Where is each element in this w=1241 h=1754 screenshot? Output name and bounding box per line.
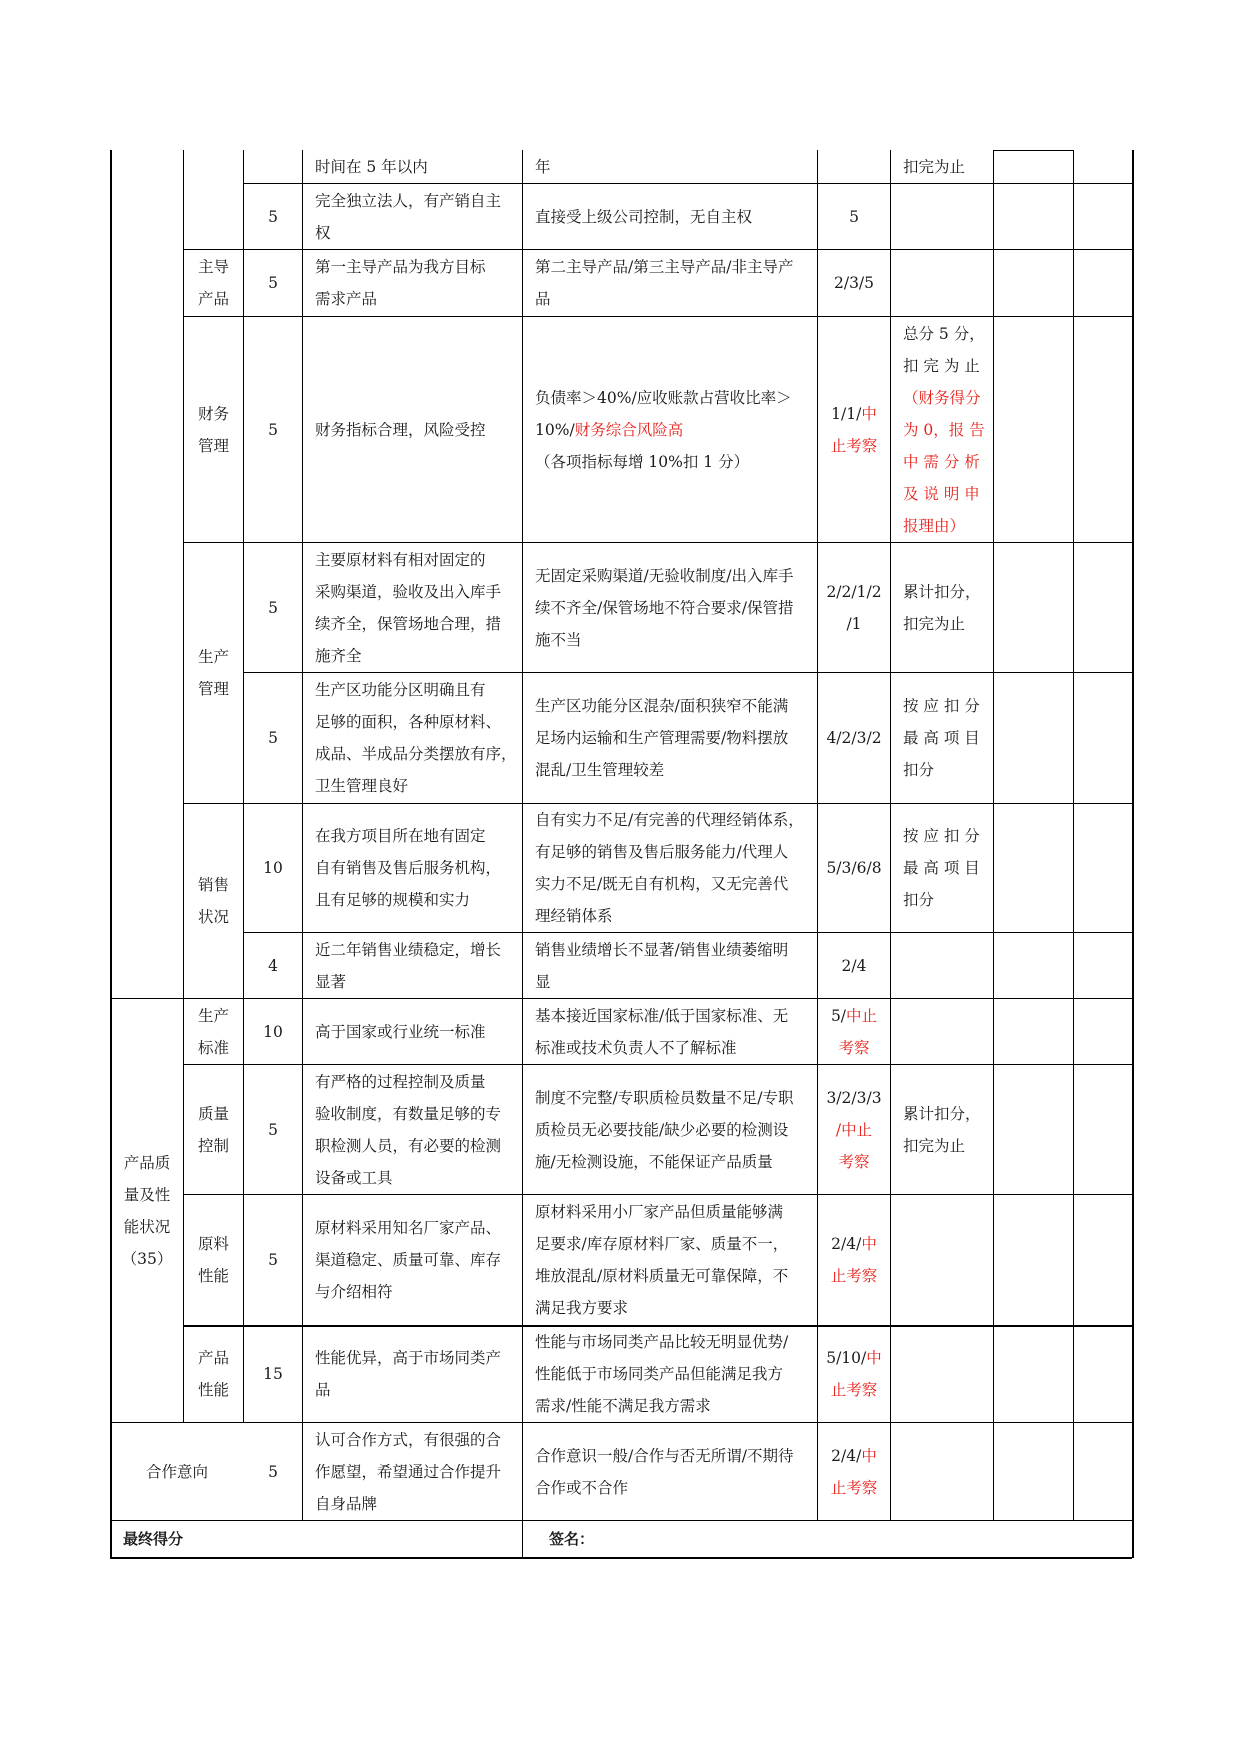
points-cell xyxy=(818,250,890,316)
text-line: 第二主导产品/第三主导产品/非主导产 xyxy=(535,258,794,276)
text-line: 续不齐全/保管场地不符合要求/保管措 xyxy=(535,598,794,617)
item-cell-production-standard xyxy=(184,999,243,1064)
text-line: 续齐全，保管场地合理，措 xyxy=(315,614,502,633)
text-line: 性能低于市场同类产品但能满足我方 xyxy=(535,1365,784,1383)
score-cell xyxy=(244,250,302,316)
text-line: 需求产品 xyxy=(315,290,378,308)
col-divider-result xyxy=(1073,150,1074,1520)
text-line: 最 高 项 目 xyxy=(903,729,980,747)
points-value: 5 xyxy=(849,207,859,226)
points-value: 2/2/1/2 xyxy=(826,582,882,601)
standard-cell xyxy=(303,543,522,672)
text-line: 显 xyxy=(535,972,551,991)
text-line: 性能 xyxy=(197,1381,229,1399)
col-divider-note xyxy=(993,150,994,1520)
item-cell-main-product xyxy=(184,250,243,316)
deduction-red-text: 财务综合风险高 xyxy=(574,420,684,439)
text-line: 累计扣分， xyxy=(903,1104,981,1123)
text-line: 总分 5 分， xyxy=(903,324,985,343)
score-value: 10 xyxy=(263,859,283,877)
text-line: 主导 xyxy=(197,258,229,276)
deduction-cell xyxy=(523,804,817,932)
points-cell xyxy=(818,673,890,803)
deduction-cell xyxy=(523,1195,817,1325)
text-line: 自有销售及售后服务机构， xyxy=(315,859,502,877)
text-line: 扣完为止 xyxy=(903,157,966,176)
text-line: 采购渠道，验收及出入库手 xyxy=(315,582,502,601)
text-line-with-red xyxy=(535,414,683,446)
text-line: 扣 完 为 止 xyxy=(903,356,980,375)
points-red-line: 考察 xyxy=(838,1152,870,1171)
standard-cell xyxy=(303,250,522,316)
table-border-bottom xyxy=(110,1557,1132,1559)
text-line: 与介绍相符 xyxy=(315,1283,393,1301)
points-red-line: 止考察 xyxy=(830,1478,878,1497)
points-line: 5/10/中 xyxy=(826,1349,882,1367)
points-line: 5/中止 xyxy=(830,1006,878,1025)
text-line: 性能优异，高于市场同类产 xyxy=(315,1349,502,1367)
points-value: 3/2/3/3 xyxy=(826,1088,882,1107)
text-line-red: 报理由） xyxy=(903,516,966,535)
points-red-line: 止考察 xyxy=(830,1381,878,1399)
score-cell xyxy=(244,673,302,803)
score-value: 15 xyxy=(263,1365,283,1383)
text-line: 年 xyxy=(535,157,551,176)
points-cell xyxy=(818,999,890,1064)
score-value: 4 xyxy=(268,956,278,975)
score-value: 5 xyxy=(268,1251,278,1269)
score-cell xyxy=(244,1195,302,1325)
score-cell xyxy=(244,1326,302,1422)
points-cell xyxy=(818,543,890,672)
deduction-cell xyxy=(523,999,817,1064)
text-line: 原料 xyxy=(197,1235,229,1253)
text-line: 控制 xyxy=(197,1136,229,1155)
text-line: 制度不完整/专职质检员数量不足/专职 xyxy=(535,1088,794,1107)
text-line: 第一主导产品为我方目标 xyxy=(315,258,486,276)
standard-cell xyxy=(303,933,522,998)
points-value: /1 xyxy=(846,614,862,633)
points-cell xyxy=(818,317,890,542)
text-line: 认可合作方式，有很强的合 xyxy=(315,1430,502,1449)
standard-cell xyxy=(303,1195,522,1325)
text-line: 生产 xyxy=(197,1006,229,1025)
score-cell xyxy=(244,184,302,249)
points-red-text: 中止 xyxy=(846,1006,878,1025)
deduction-cell xyxy=(523,933,817,998)
text-line: 管理 xyxy=(197,680,229,698)
text-line: 职检测人员，有必要的检测 xyxy=(315,1136,502,1155)
text-line: 质量 xyxy=(197,1104,229,1123)
score-value: 5 xyxy=(268,274,278,292)
text-line: 无固定采购渠道/无验收制度/出入库手 xyxy=(535,566,794,585)
text-line: 合作意向 xyxy=(145,1462,208,1481)
text-line: （35） xyxy=(121,1249,173,1268)
item-cell-product-performance xyxy=(184,1326,243,1422)
text-line: 理经销体系 xyxy=(535,907,613,925)
deduction-cell xyxy=(523,317,817,542)
points-red-text: 中 xyxy=(861,1446,877,1465)
score-cell xyxy=(244,804,302,932)
text-line: 自有实力不足/有完善的代理经销体系， xyxy=(535,811,804,829)
item-cell-quality-control xyxy=(184,1065,243,1194)
text-line: 扣分 xyxy=(903,891,935,909)
points-line: 2/4/中 xyxy=(831,1446,877,1465)
deduction-cell xyxy=(523,673,817,803)
text-line: 成品、半成品分类摆放有序， xyxy=(315,745,517,763)
text-line: 权 xyxy=(315,223,331,242)
score-cell xyxy=(244,1065,302,1194)
note-cell xyxy=(891,543,993,672)
note-cell xyxy=(891,317,993,542)
note-cell xyxy=(891,673,993,803)
text-line: 扣完为止 xyxy=(903,614,966,633)
text-line: 生产区功能分区混杂/面积狭窄不能满 xyxy=(535,697,789,715)
text-line: 性能 xyxy=(197,1267,229,1285)
text-line: 足场内运输和生产管理需要/物料摆放 xyxy=(535,729,789,747)
text-line: 显著 xyxy=(315,972,347,991)
text-line: 验收制度，有数量足够的专 xyxy=(315,1104,502,1123)
text-line: 直接受上级公司控制，无自主权 xyxy=(535,207,753,226)
text-line: 自身品牌 xyxy=(315,1494,378,1513)
standard-cell xyxy=(303,1326,522,1422)
points-cell xyxy=(818,184,890,249)
text-line-red: 中 需 分 析 xyxy=(903,452,980,471)
deduction-cell xyxy=(523,1423,817,1520)
note-cell xyxy=(891,804,993,932)
text-line: 扣分 xyxy=(903,761,935,779)
text-line: 施不当 xyxy=(535,630,582,649)
text-line: 能状况 xyxy=(123,1217,171,1236)
points-red-text: 中 xyxy=(861,404,877,423)
points-red-line: 考察 xyxy=(838,1038,870,1057)
text-line: 负债率＞40%/应收账款占营收比率＞ xyxy=(535,388,792,407)
score-cell xyxy=(244,1423,302,1520)
text-line: 销售 xyxy=(197,876,229,894)
text-line: 产品 xyxy=(197,290,229,308)
points-line: 2/4/中 xyxy=(831,1235,877,1253)
points-red-line: 止考察 xyxy=(830,1267,878,1285)
text-line: 在我方项目所在地有固定 xyxy=(315,827,486,845)
text-line: 有严格的过程控制及质量 xyxy=(315,1072,486,1091)
points-value: 5/3/6/8 xyxy=(826,859,882,877)
text-line-red: 及 说 明 申 xyxy=(903,484,980,503)
text-line: 主要原材料有相对固定的 xyxy=(315,550,486,569)
standard-cell xyxy=(303,1423,522,1520)
text-line: 产品质 xyxy=(123,1153,171,1172)
note-cell xyxy=(891,1065,993,1194)
text-line: 销售业绩增长不显著/销售业绩萎缩明 xyxy=(535,940,789,959)
deduction-cell xyxy=(523,150,817,183)
text-line: 卫生管理良好 xyxy=(315,777,409,795)
text-line: 质检员无必要技能/缺少必要的检测设 xyxy=(535,1120,789,1139)
text-line: 合作或不合作 xyxy=(535,1478,629,1497)
text-line: （各项指标每增 10%扣 1 分） xyxy=(535,452,750,471)
text-line: 生产区功能分区明确且有 xyxy=(315,681,486,699)
deduction-cell xyxy=(523,250,817,316)
text-line: 标准 xyxy=(197,1038,229,1057)
text-line: 标准或技术负责人不了解标准 xyxy=(535,1038,737,1057)
text-line: 产品 xyxy=(197,1349,229,1367)
points-red-text: 中 xyxy=(861,1235,877,1253)
standard-cell xyxy=(303,999,522,1064)
text-line: 原材料采用知名厂家产品、 xyxy=(315,1219,502,1237)
item-cell-material-performance xyxy=(184,1195,243,1325)
text-line: 基本接近国家标准/低于国家标准、无 xyxy=(535,1006,789,1025)
points-cell xyxy=(818,1195,890,1325)
points-line: 1/1/中 xyxy=(831,404,877,423)
score-value: 5 xyxy=(268,598,278,617)
text-line: 近二年销售业绩稳定，增长 xyxy=(315,940,502,959)
table-border-right xyxy=(1132,150,1134,1558)
standard-cell xyxy=(303,804,522,932)
text-line: 混乱/卫生管理较差 xyxy=(535,761,665,779)
text-line: 渠道稳定、质量可靠、库存 xyxy=(315,1251,502,1269)
text-line: 合作意识一般/合作与否无所谓/不期待 xyxy=(535,1446,794,1465)
note-cell xyxy=(891,150,993,183)
standard-cell xyxy=(303,673,522,803)
text-line: 累计扣分， xyxy=(903,582,981,601)
points-value: 4/2/3/2 xyxy=(826,729,882,747)
row-line-top-right xyxy=(993,150,1073,151)
standard-cell xyxy=(303,150,522,183)
points-cell xyxy=(818,1423,890,1520)
points-cell xyxy=(818,933,890,998)
deduction-cell xyxy=(523,543,817,672)
text-line-red: 为 0，报 告 xyxy=(903,420,985,439)
text-line: 品 xyxy=(315,1381,331,1399)
final-score-label: 最终得分 xyxy=(123,1530,184,1548)
score-value: 5 xyxy=(268,729,278,747)
text-line: 需求/性能不满足我方需求 xyxy=(535,1397,711,1415)
score-cell xyxy=(244,317,302,542)
points-cell xyxy=(818,1065,890,1194)
text-line: 按 应 扣 分 xyxy=(903,827,980,845)
text-line: 状况 xyxy=(197,908,229,926)
deduction-cell xyxy=(523,184,817,249)
text-line: 足够的面积，各种原材料、 xyxy=(315,713,502,731)
text-line: 生产 xyxy=(197,648,229,666)
points-value: 2/4 xyxy=(841,956,867,975)
text-line: 财务 xyxy=(197,404,229,423)
text-line: 作愿望，希望通过合作提升 xyxy=(315,1462,502,1481)
text-line: 最 高 项 目 xyxy=(903,859,980,877)
text-line: 且有足够的规模和实力 xyxy=(315,891,471,909)
score-cell xyxy=(244,933,302,998)
text-line: 施齐全 xyxy=(315,646,362,665)
text-line-red: （财务得分 xyxy=(903,388,981,407)
text-line: 原材料采用小厂家产品但质量能够满 xyxy=(535,1203,784,1221)
item-cell-finance xyxy=(184,317,243,542)
text-line: 设备或工具 xyxy=(315,1168,393,1187)
standard-cell xyxy=(303,184,522,249)
text-line: 足要求/库存原材料厂家、质量不一， xyxy=(535,1235,789,1253)
text-line: 有足够的销售及售后服务能力/代理人 xyxy=(535,843,789,861)
text-line: 完全独立法人，有产销自主 xyxy=(315,191,502,210)
text-line: 量及性 xyxy=(123,1185,171,1204)
score-value: 5 xyxy=(268,420,278,439)
text-line: 满足我方要求 xyxy=(535,1299,629,1317)
points-value: 2/3/5 xyxy=(833,274,875,292)
points-red-line: 止考察 xyxy=(830,436,878,455)
text-line: 扣完为止 xyxy=(903,1136,966,1155)
deduction-prefix: 10%/ xyxy=(535,420,575,439)
item-cell-production-mgmt xyxy=(184,543,243,803)
text-line: 时间在 5 年以内 xyxy=(315,157,428,176)
text-line: 管理 xyxy=(197,436,229,455)
text-line: 性能与市场同类产品比较无明显优势/ xyxy=(535,1333,789,1351)
standard-cell xyxy=(303,1065,522,1194)
text-line: 品 xyxy=(535,290,551,308)
signature-field[interactable]: 签名： xyxy=(549,1530,595,1548)
category-cell-product-quality xyxy=(111,999,183,1422)
deduction-cell xyxy=(523,1326,817,1422)
score-cell xyxy=(244,543,302,672)
points-red-text: 中 xyxy=(866,1349,882,1367)
item-cell-sales-status xyxy=(184,804,243,998)
text-line: 按 应 扣 分 xyxy=(903,697,980,715)
text-line: 财务指标合理，风险受控 xyxy=(315,420,486,439)
score-value: 5 xyxy=(268,1120,278,1139)
score-value: 10 xyxy=(263,1022,283,1041)
text-line: 实力不足/既无自有机构，又无完善代 xyxy=(535,875,789,893)
score-value: 5 xyxy=(268,207,278,226)
text-line: 堆放混乱/原材料质量无可靠保障，不 xyxy=(535,1267,789,1285)
points-cell xyxy=(818,804,890,932)
points-cell xyxy=(818,1326,890,1422)
score-value: 5 xyxy=(268,1462,278,1481)
score-cell xyxy=(244,999,302,1064)
item-cell-cooperation xyxy=(111,1423,243,1520)
points-red-line: /中止 xyxy=(835,1120,873,1139)
deduction-cell xyxy=(523,1065,817,1194)
text-line: 施/无检测设施，不能保证产品质量 xyxy=(535,1152,773,1171)
text-line: 高于国家或行业统一标准 xyxy=(315,1022,486,1041)
standard-cell xyxy=(303,317,522,542)
